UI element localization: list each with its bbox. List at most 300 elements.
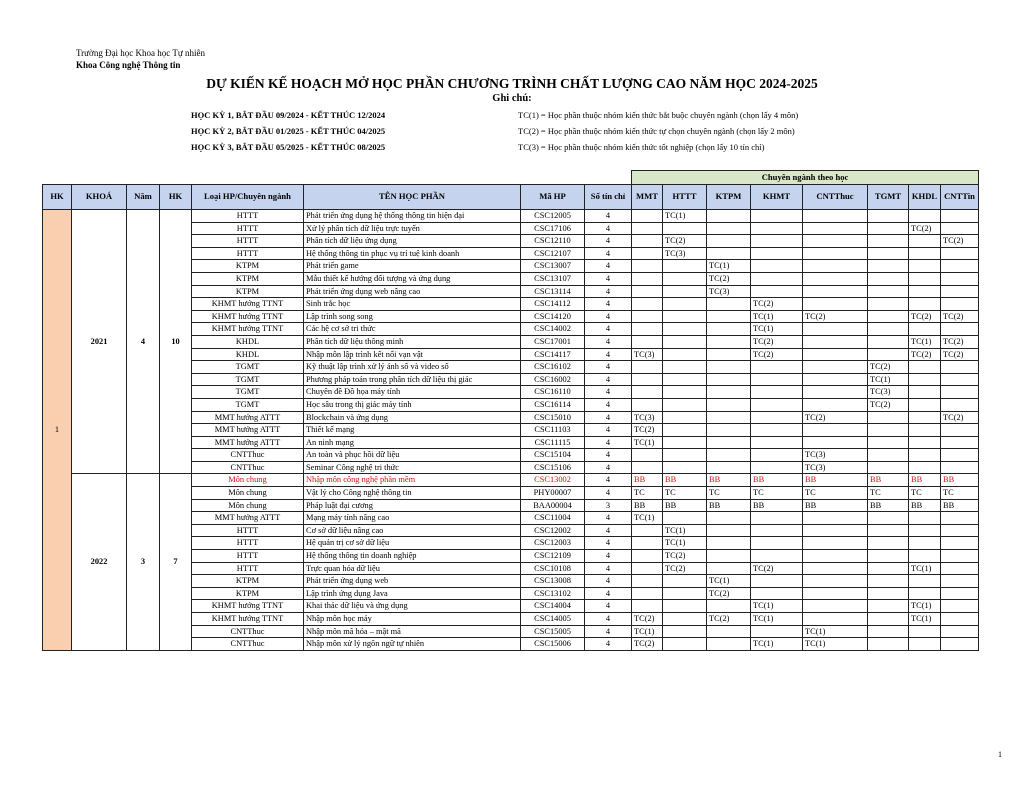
specialization-cell <box>868 247 909 260</box>
specialization-cell <box>941 587 979 600</box>
specialization-cell <box>941 600 979 613</box>
course-name-cell: An ninh mạng <box>304 436 521 449</box>
specialization-cell <box>663 222 707 235</box>
course-plan-table <box>42 170 979 651</box>
course-name-cell: Học sâu trong thị giác máy tính <box>304 398 521 411</box>
course-name-cell: Hệ thống thông tin phục vụ trí tuệ kinh doanh <box>304 247 521 260</box>
specialization-cell <box>868 613 909 626</box>
specialization-cell <box>707 310 751 323</box>
specialization-cell <box>707 625 751 638</box>
specialization-cell <box>707 537 751 550</box>
credits-cell: 4 <box>585 436 632 449</box>
specialization-cell: TC(1) <box>751 323 803 336</box>
column-header: CNTTin <box>941 185 979 210</box>
khoa-cell: 2021 <box>72 210 127 474</box>
specialization-cell <box>707 600 751 613</box>
specialization-cell: TC(1) <box>751 310 803 323</box>
specialization-cell: TC(3) <box>632 411 663 424</box>
specialization-cell <box>803 247 868 260</box>
credits-cell: 4 <box>585 247 632 260</box>
type-cell: CNTThuc <box>192 461 304 474</box>
type-cell: TGMT <box>192 373 304 386</box>
specialization-cell <box>803 272 868 285</box>
specialization-cell <box>868 512 909 525</box>
specialization-cell <box>663 361 707 374</box>
specialization-cell <box>632 247 663 260</box>
specialization-cell: TC(3) <box>803 461 868 474</box>
specialization-cell <box>707 210 751 223</box>
specialization-cell: TC <box>868 487 909 500</box>
specialization-cell <box>751 512 803 525</box>
specialization-cell <box>632 272 663 285</box>
type-cell: TGMT <box>192 361 304 374</box>
course-code-cell: CSC15106 <box>521 461 585 474</box>
column-header: Số tín chỉ <box>585 185 632 210</box>
specialization-cell <box>803 398 868 411</box>
course-name-cell: Nhập môn học máy <box>304 613 521 626</box>
semester-2: HỌC KỲ 2, BẮT ĐẦU 01/2025 - KẾT THÚC 04/2025 <box>191 126 386 136</box>
specialization-cell <box>632 449 663 462</box>
specialization-cell: BB <box>751 474 803 487</box>
credits-cell: 3 <box>585 499 632 512</box>
specialization-cell: TC(1) <box>751 638 803 651</box>
specialization-cell <box>909 386 941 399</box>
type-cell: KTPM <box>192 260 304 273</box>
specialization-cell <box>632 461 663 474</box>
university-name: Trường Đại học Khoa học Tự nhiên <box>76 48 206 58</box>
specialization-cell <box>632 285 663 298</box>
nam-cell: 4 <box>127 210 160 474</box>
specialization-cell <box>803 210 868 223</box>
specialization-group-header: Chuyên ngành theo học <box>632 171 979 185</box>
specialization-cell <box>632 575 663 588</box>
specialization-cell <box>941 386 979 399</box>
specialization-cell <box>751 247 803 260</box>
specialization-cell: TC(2) <box>941 310 979 323</box>
nam-cell: 3 <box>127 474 160 650</box>
specialization-cell <box>707 424 751 437</box>
specialization-cell <box>941 461 979 474</box>
course-name-cell: Phát triển ứng dụng web nâng cao <box>304 285 521 298</box>
course-code-cell: CSC16114 <box>521 398 585 411</box>
specialization-cell <box>751 461 803 474</box>
course-code-cell: CSC13102 <box>521 587 585 600</box>
specialization-cell: BB <box>941 499 979 512</box>
specialization-cell: TC(2) <box>941 348 979 361</box>
specialization-cell <box>707 449 751 462</box>
specialization-cell <box>663 386 707 399</box>
specialization-cell: TC(1) <box>632 625 663 638</box>
course-code-cell: BAA00004 <box>521 499 585 512</box>
specialization-cell <box>909 461 941 474</box>
specialization-cell <box>909 512 941 525</box>
specialization-cell <box>909 411 941 424</box>
course-code-cell: CSC16110 <box>521 386 585 399</box>
specialization-cell: BB <box>868 499 909 512</box>
specialization-cell <box>632 235 663 248</box>
specialization-cell: TC(2) <box>751 348 803 361</box>
specialization-cell <box>663 335 707 348</box>
note-tc3: TC(3) = Học phần thuộc nhóm kiến thức tốt nghiệp (chọn lấy 10 tín chỉ) <box>518 142 765 152</box>
course-name-cell: Mẫu thiết kế hướng đối tượng và ứng dụng <box>304 272 521 285</box>
course-name-cell: Vật lý cho Công nghệ thông tin <box>304 487 521 500</box>
specialization-cell <box>707 298 751 311</box>
specialization-cell: BB <box>909 499 941 512</box>
course-code-cell: CSC13008 <box>521 575 585 588</box>
specialization-cell <box>803 222 868 235</box>
course-name-cell: Xử lý phân tích dữ liệu trực tuyến <box>304 222 521 235</box>
credits-cell: 4 <box>585 562 632 575</box>
credits-cell: 4 <box>585 285 632 298</box>
specialization-cell <box>707 386 751 399</box>
specialization-cell <box>751 235 803 248</box>
course-name-cell: Phát triển ứng dụng web <box>304 575 521 588</box>
column-header: MMT <box>632 185 663 210</box>
course-code-cell: CSC13114 <box>521 285 585 298</box>
type-cell: KTPM <box>192 272 304 285</box>
specialization-cell: TC(1) <box>751 613 803 626</box>
specialization-cell <box>868 550 909 563</box>
course-code-cell: CSC17001 <box>521 335 585 348</box>
course-code-cell: CSC14004 <box>521 600 585 613</box>
specialization-cell <box>909 638 941 651</box>
type-cell: HTTT <box>192 524 304 537</box>
specialization-cell <box>803 575 868 588</box>
specialization-cell <box>663 461 707 474</box>
specialization-cell <box>663 587 707 600</box>
specialization-cell: TC(1) <box>909 562 941 575</box>
specialization-cell <box>663 625 707 638</box>
specialization-cell <box>803 260 868 273</box>
course-name-cell: Phát triển game <box>304 260 521 273</box>
specialization-cell <box>909 323 941 336</box>
specialization-cell: TC <box>941 487 979 500</box>
specialization-cell <box>941 272 979 285</box>
specialization-cell <box>868 600 909 613</box>
specialization-cell <box>707 247 751 260</box>
specialization-cell <box>909 449 941 462</box>
specialization-cell <box>663 348 707 361</box>
specialization-cell <box>941 613 979 626</box>
specialization-cell <box>632 587 663 600</box>
credits-cell: 4 <box>585 386 632 399</box>
specialization-cell <box>707 550 751 563</box>
type-cell: HTTT <box>192 235 304 248</box>
specialization-cell: TC(2) <box>909 310 941 323</box>
course-name-cell: Các hệ cơ sở tri thức <box>304 323 521 336</box>
page-number: 1 <box>998 750 1002 759</box>
specialization-cell <box>909 424 941 437</box>
specialization-cell <box>803 562 868 575</box>
specialization-cell <box>751 537 803 550</box>
specialization-cell: TC(2) <box>909 348 941 361</box>
specialization-cell <box>868 562 909 575</box>
specialization-cell <box>868 335 909 348</box>
specialization-cell: TC <box>632 487 663 500</box>
specialization-cell: BB <box>941 474 979 487</box>
specialization-cell: BB <box>803 474 868 487</box>
specialization-cell <box>941 424 979 437</box>
column-header: HTTT <box>663 185 707 210</box>
specialization-cell <box>941 260 979 273</box>
specialization-cell: TC <box>707 487 751 500</box>
specialization-cell <box>803 424 868 437</box>
specialization-cell <box>868 298 909 311</box>
specialization-cell <box>707 638 751 651</box>
course-code-cell: CSC11103 <box>521 424 585 437</box>
khoa-cell: 2022 <box>72 474 127 650</box>
credits-cell: 4 <box>585 210 632 223</box>
specialization-cell <box>751 386 803 399</box>
specialization-cell <box>868 285 909 298</box>
specialization-cell: TC(3) <box>632 348 663 361</box>
specialization-cell: TC(1) <box>909 613 941 626</box>
specialization-cell <box>868 638 909 651</box>
type-cell: MMT hướng ATTT <box>192 436 304 449</box>
specialization-cell <box>803 235 868 248</box>
specialization-cell <box>632 562 663 575</box>
table-body <box>43 210 979 651</box>
specialization-cell <box>632 210 663 223</box>
table-row <box>43 474 979 487</box>
specialization-cell <box>909 625 941 638</box>
course-code-cell: CSC14005 <box>521 613 585 626</box>
specialization-cell <box>868 449 909 462</box>
course-name-cell: Khai thác dữ liệu và ứng dụng <box>304 600 521 613</box>
specialization-cell <box>909 361 941 374</box>
type-cell: KHMT hướng TTNT <box>192 613 304 626</box>
specialization-cell <box>632 398 663 411</box>
specialization-cell: TC(1) <box>707 575 751 588</box>
type-cell: TGMT <box>192 386 304 399</box>
specialization-cell <box>632 524 663 537</box>
credits-cell: 4 <box>585 512 632 525</box>
specialization-cell <box>909 524 941 537</box>
specialization-cell <box>751 524 803 537</box>
type-cell: HTTT <box>192 210 304 223</box>
specialization-cell: TC(3) <box>663 247 707 260</box>
specialization-cell <box>868 348 909 361</box>
credits-cell: 4 <box>585 600 632 613</box>
specialization-cell: TC(1) <box>663 524 707 537</box>
credits-cell: 4 <box>585 537 632 550</box>
specialization-cell <box>803 285 868 298</box>
specialization-cell <box>751 550 803 563</box>
specialization-cell <box>868 210 909 223</box>
type-cell: CNTThuc <box>192 449 304 462</box>
type-cell: KTPM <box>192 575 304 588</box>
course-name-cell: Phân tích dữ liệu ứng dụng <box>304 235 521 248</box>
specialization-cell: BB <box>751 499 803 512</box>
specialization-cell <box>941 361 979 374</box>
course-code-cell: CSC15104 <box>521 449 585 462</box>
specialization-cell <box>663 600 707 613</box>
type-cell: KTPM <box>192 285 304 298</box>
specialization-cell: TC(2) <box>663 562 707 575</box>
course-name-cell: Lập trình ứng dụng Java <box>304 587 521 600</box>
course-code-cell: CSC15010 <box>521 411 585 424</box>
specialization-cell <box>868 461 909 474</box>
specialization-cell <box>632 373 663 386</box>
column-header-row <box>43 185 979 210</box>
specialization-cell <box>941 562 979 575</box>
specialization-cell <box>751 398 803 411</box>
specialization-cell <box>632 222 663 235</box>
specialization-cell <box>663 436 707 449</box>
specialization-cell <box>868 235 909 248</box>
type-cell: MMT hướng ATTT <box>192 424 304 437</box>
course-code-cell: CSC13107 <box>521 272 585 285</box>
type-cell: Môn chung <box>192 499 304 512</box>
type-cell: Môn chung <box>192 487 304 500</box>
specialization-cell <box>941 524 979 537</box>
specialization-cell <box>632 537 663 550</box>
course-code-cell: CSC15006 <box>521 638 585 651</box>
specialization-cell <box>751 373 803 386</box>
course-code-cell: CSC14112 <box>521 298 585 311</box>
specialization-cell: TC(1) <box>868 373 909 386</box>
specialization-cell <box>663 512 707 525</box>
specialization-cell <box>803 373 868 386</box>
course-name-cell: Thiết kế mạng <box>304 424 521 437</box>
specialization-cell <box>803 600 868 613</box>
specialization-cell: BB <box>632 499 663 512</box>
specialization-cell <box>663 272 707 285</box>
column-header: KTPM <box>707 185 751 210</box>
specialization-cell <box>941 550 979 563</box>
specialization-cell <box>751 436 803 449</box>
specialization-cell <box>868 411 909 424</box>
specialization-cell <box>707 222 751 235</box>
specialization-cell: TC <box>663 487 707 500</box>
column-header: HK <box>43 185 72 210</box>
specialization-cell: TC(2) <box>707 272 751 285</box>
type-cell: HTTT <box>192 537 304 550</box>
specialization-cell <box>632 600 663 613</box>
hk-cell: 1 <box>43 210 72 651</box>
specialization-cell <box>909 247 941 260</box>
specialization-cell: TC(3) <box>803 449 868 462</box>
specialization-cell <box>632 361 663 374</box>
specialization-cell: TC(2) <box>751 298 803 311</box>
credits-cell: 4 <box>585 638 632 651</box>
credits-cell: 4 <box>585 272 632 285</box>
type-cell: HTTT <box>192 247 304 260</box>
group-header-row <box>43 171 979 185</box>
credits-cell: 4 <box>585 424 632 437</box>
specialization-cell: TC <box>909 487 941 500</box>
specialization-cell <box>751 411 803 424</box>
course-code-cell: CSC13007 <box>521 260 585 273</box>
course-name-cell: An toàn và phục hồi dữ liệu <box>304 449 521 462</box>
course-code-cell: PHY00007 <box>521 487 585 500</box>
specialization-cell <box>632 335 663 348</box>
specialization-cell <box>707 461 751 474</box>
type-cell: TGMT <box>192 398 304 411</box>
course-code-cell: CSC12110 <box>521 235 585 248</box>
specialization-cell: BB <box>707 474 751 487</box>
credits-cell: 4 <box>585 222 632 235</box>
specialization-cell: BB <box>663 499 707 512</box>
specialization-cell <box>803 537 868 550</box>
column-header: TGMT <box>868 185 909 210</box>
course-name-cell: Hệ thống thông tin doanh nghiệp <box>304 550 521 563</box>
course-name-cell: Sinh trắc học <box>304 298 521 311</box>
course-name-cell: Mạng máy tính nâng cao <box>304 512 521 525</box>
specialization-cell: TC(2) <box>868 361 909 374</box>
hk-cell: 10 <box>160 210 192 474</box>
specialization-cell <box>707 524 751 537</box>
semester-1: HỌC KỲ 1, BẮT ĐẦU 09/2024 - KẾT THÚC 12/2024 <box>191 110 386 120</box>
specialization-cell <box>909 575 941 588</box>
specialization-cell <box>909 587 941 600</box>
course-code-cell: CSC15005 <box>521 625 585 638</box>
specialization-cell: TC(1) <box>663 210 707 223</box>
specialization-cell <box>707 436 751 449</box>
course-code-cell: CSC11115 <box>521 436 585 449</box>
type-cell: KHDL <box>192 335 304 348</box>
column-header: CNTThuc <box>803 185 868 210</box>
specialization-cell: BB <box>663 474 707 487</box>
specialization-cell: BB <box>868 474 909 487</box>
course-code-cell: CSC17106 <box>521 222 585 235</box>
document-title: DỰ KIẾN KẾ HOẠCH MỞ HỌC PHẦN CHƯƠNG TRÌNH CHẤT LƯỢNG CAO NĂM HỌC 2024-2025 <box>206 76 818 91</box>
specialization-cell <box>751 272 803 285</box>
credits-cell: 4 <box>585 373 632 386</box>
specialization-cell <box>632 323 663 336</box>
credits-cell: 4 <box>585 550 632 563</box>
specialization-cell <box>868 625 909 638</box>
credits-cell: 4 <box>585 348 632 361</box>
course-code-cell: CSC14002 <box>521 323 585 336</box>
course-name-cell: Nhập môn lập trình kết nối vạn vật <box>304 348 521 361</box>
specialization-cell <box>941 449 979 462</box>
specialization-cell: BB <box>909 474 941 487</box>
course-code-cell: CSC14117 <box>521 348 585 361</box>
specialization-cell <box>868 436 909 449</box>
specialization-cell <box>941 512 979 525</box>
specialization-cell <box>803 361 868 374</box>
specialization-cell: TC(2) <box>632 613 663 626</box>
specialization-cell <box>941 398 979 411</box>
specialization-cell <box>868 424 909 437</box>
note-tc2: TC(2) = Học phần thuộc nhóm kiến thức tự chọn chuyên ngành (chọn lấy 2 môn) <box>518 126 795 136</box>
specialization-cell <box>663 449 707 462</box>
specialization-cell <box>663 575 707 588</box>
course-name-cell: Kỹ thuật lập trình xử lý ảnh số và video số <box>304 361 521 374</box>
specialization-cell: TC(2) <box>909 222 941 235</box>
credits-cell: 4 <box>585 487 632 500</box>
credits-cell: 4 <box>585 449 632 462</box>
specialization-cell <box>751 285 803 298</box>
course-name-cell: Lập trình song song <box>304 310 521 323</box>
specialization-cell <box>868 575 909 588</box>
course-name-cell: Chuyên đề Đồ họa máy tính <box>304 386 521 399</box>
specialization-cell <box>941 323 979 336</box>
course-code-cell: CSC12003 <box>521 537 585 550</box>
column-header: Mã HP <box>521 185 585 210</box>
specialization-cell <box>803 524 868 537</box>
specialization-cell <box>909 398 941 411</box>
course-name-cell: Hệ quản trị cơ sở dữ liệu <box>304 537 521 550</box>
specialization-cell <box>663 373 707 386</box>
specialization-cell: TC(1) <box>803 625 868 638</box>
note-title: Ghi chú: <box>492 93 532 104</box>
type-cell: Môn chung <box>192 474 304 487</box>
specialization-cell <box>707 323 751 336</box>
specialization-cell: TC(1) <box>909 600 941 613</box>
specialization-cell <box>941 210 979 223</box>
